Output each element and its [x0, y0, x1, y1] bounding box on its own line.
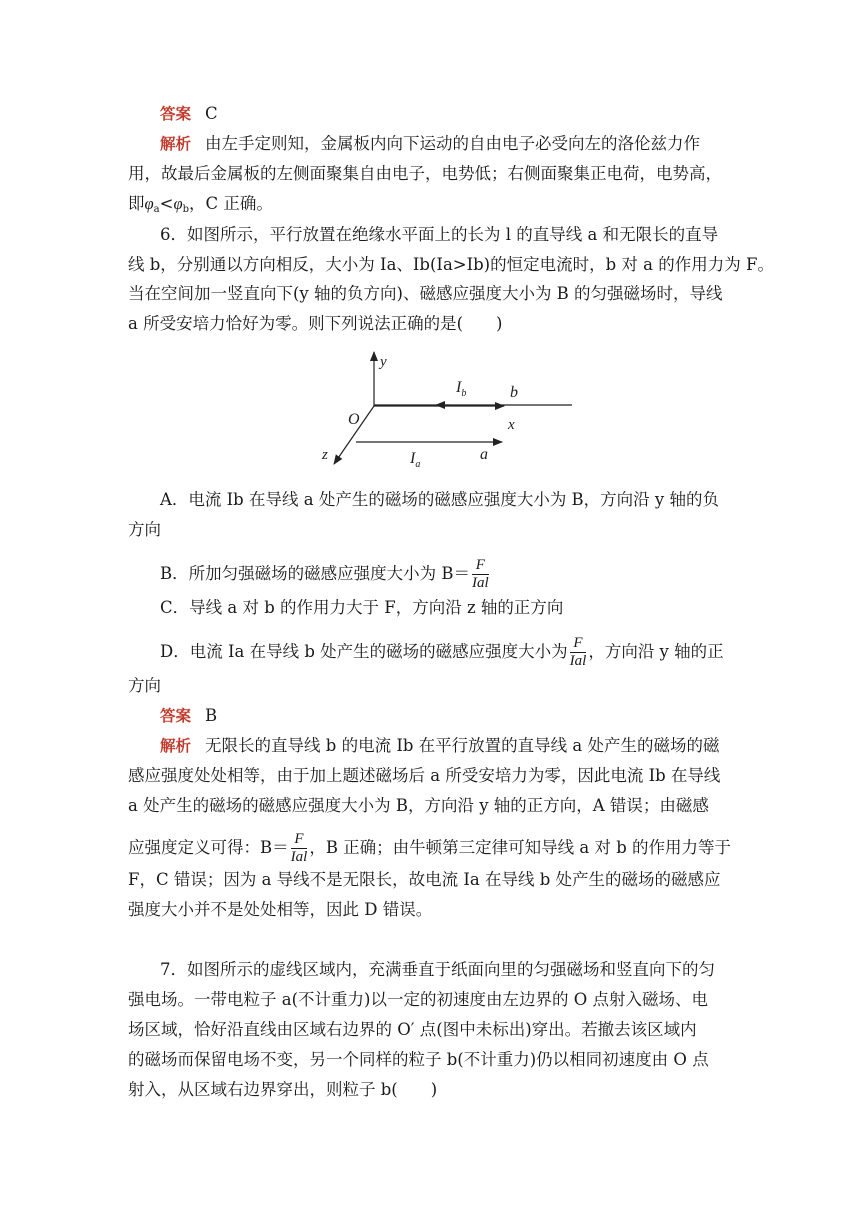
- wire-diagram: [318, 346, 586, 472]
- prev-analysis-line-3: 即$\varphi_a<\varphi_b$，C 正确。: [128, 194, 273, 215]
- fraction: $\frac{F}{\text{Ial}}$: [290, 831, 308, 865]
- q6-stem-line-4: a 所受安培力恰好为零。则下列说法正确的是( ): [128, 314, 503, 333]
- q6-analysis-line-3: a 处产生的磁场的磁感应强度大小为 B，方向沿 y 轴的正方向，A 错误；由磁感: [128, 796, 709, 815]
- prev-analysis-line-1: 解析 由左手定则知，金属板内向下运动的自由电子必受向左的洛伦兹力作: [160, 134, 701, 153]
- y-label: y: [380, 354, 387, 370]
- q6-answer-line: [160, 708, 217, 725]
- prev-answer-line: [160, 106, 218, 123]
- q6-option-d-line-2: 方向: [128, 676, 161, 695]
- fraction: $\frac{F}{\text{Ial}}$: [569, 635, 587, 669]
- q6-analysis-line-5: F，C 错误；因为 a 导线不是无限长，故电流 Ia 在导线 b 处产生的磁场的磁感应: [128, 870, 721, 889]
- ia-label: $I_a$: [410, 450, 421, 470]
- z-label: z: [322, 447, 328, 463]
- fraction: $\frac{F}{\text{Ial}}$: [472, 557, 489, 591]
- q6-stem-line-3: 当在空间加一竖直向下(y 轴的负方向)、磁感应强度大小为 B 的匀强磁场时，导线: [128, 284, 723, 303]
- prev-analysis-line-2: 用，故最后金属板的左侧面聚集自由电子，电势低；右侧面聚集正电荷，电势高，: [128, 164, 722, 183]
- q6-option-d-line-1: D．电流 Ia 在导线 b 处产生的磁场的磁感应强度大小为 $\frac{F}{\text{Ial}}$ ，方向沿 y 轴的正: [160, 635, 724, 669]
- answer-tag: 答案: [160, 707, 192, 725]
- q7-stem-line-3: 场区域，恰好沿直线由区域右边界的 O′ 点(图中未标出)穿出。若撤去该区域内: [128, 1020, 697, 1039]
- q6-analysis-line-6: 强度大小并不是处处相等，因此 D 错误。: [128, 900, 433, 919]
- ib-label: $I_b$: [456, 379, 467, 399]
- a-label: a: [480, 446, 488, 463]
- q6-option-b: B．所加匀强磁场的磁感应强度大小为 B＝ $\frac{F}{\text{Ial}}$: [160, 557, 489, 591]
- q6-stem-line-2: 线 b，分别通以方向相反，大小为 Ia、Ib(Ia>Ib)的恒定电流时，b 对 a 的作用力为 F。: [128, 255, 774, 274]
- answer-value: B: [205, 706, 218, 725]
- q6-option-c: C．导线 a 对 b 的作用力大于 F，方向沿 z 轴的正方向: [160, 598, 564, 617]
- analysis-tag: 解析: [160, 135, 192, 153]
- q6-stem-line-1: 6．如图所示，平行放置在绝缘水平面上的长为 l 的直导线 a 和无限长的直导: [160, 225, 719, 244]
- analysis-tag: 解析: [160, 737, 192, 755]
- q6-analysis-line-4: 应强度定义可得：B＝ $\frac{F}{\text{Ial}}$ ，B 正确；由牛顿第三定律可知导线 a 对 b 的作用力等于: [128, 831, 732, 865]
- q6-option-a-line-2: 方向: [128, 520, 161, 539]
- b-label: b: [510, 384, 518, 401]
- x-label: x: [508, 417, 515, 433]
- q7-stem-line-1: 7．如图所示的虚线区域内，充满垂直于纸面向里的匀强磁场和竖直向下的匀: [160, 960, 715, 979]
- q7-stem-line-4: 的磁场而保留电场不变，另一个同样的粒子 b(不计重力)仍以相同初速度由 O 点: [128, 1050, 709, 1069]
- q6-analysis-line-2: 感应强度处处相等，由于加上题述磁场后 a 所受安培力为零，因此电流 Ib 在导线: [128, 766, 721, 785]
- q7-stem-line-5: 射入，从区域右边界穿出，则粒子 b( ): [128, 1080, 438, 1099]
- origin-label: O: [348, 411, 360, 428]
- q6-analysis-line-1: 解析 无限长的直导线 b 的电流 Ib 在平行放置的直导线 a 处产生的磁场的磁: [160, 736, 720, 755]
- answer-tag: 答案: [160, 105, 192, 123]
- answer-value: C: [205, 104, 218, 123]
- q6-option-a-line-1: A．电流 Ib 在导线 a 处产生的磁场的磁感应强度大小为 B，方向沿 y 轴的负: [160, 490, 719, 509]
- q7-stem-line-2: 强电场。一带电粒子 a(不计重力)以一定的初速度由左边界的 O 点射入磁场、电: [128, 990, 708, 1009]
